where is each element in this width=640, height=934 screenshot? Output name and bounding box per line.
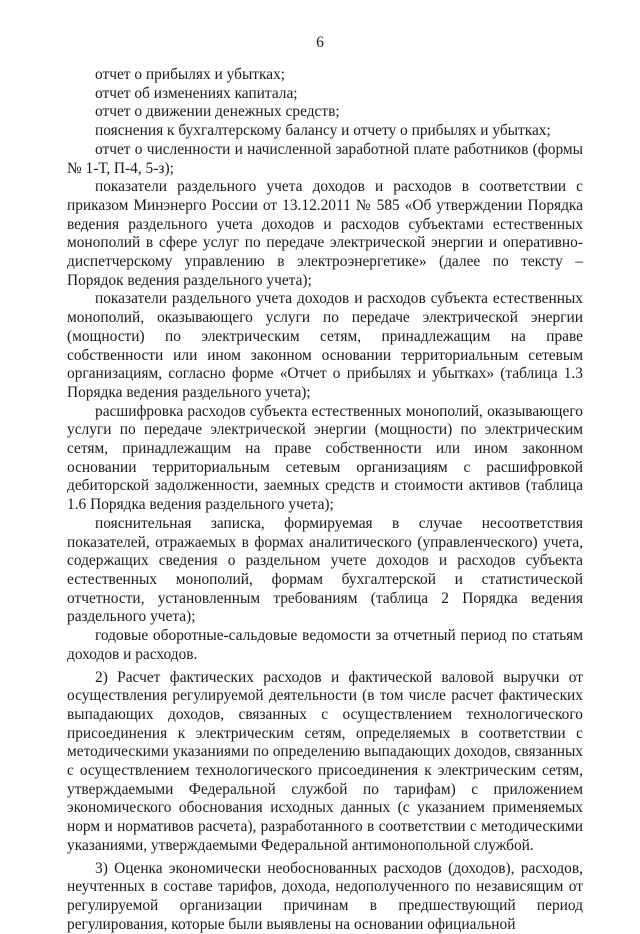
list-item-expense-breakdown: расшифровка расходов субъекта естественных монополий, оказывающего услуги по передаче электрической энергии (мощности) по электрическим сетям, принадлежащим на праве собственности или ином законном основании территориальным сетевым организациям с расшифровкой дебиторской задолженности, заемных средств и стоимости активов (таблица 1.6 Порядка ведения раздельного учета);: [67, 402, 583, 514]
numbered-item-2: 2) Расчет фактических расходов и фактической валовой выручки от осуществления регулируемой деятельности (в том числе расчет фактических выпадающих доходов, связанных с осуществлением технологического присоединения к электрическим сетям, определяемых в соответствии с методическими указаниями по определению выпадающих доходов, связанных с осуществлением технологического присоединения к электрическим сетям, утверждаемыми Федеральной службой по тарифам) с приложением экономического обоснования исходных данных (с указанием применяемых норм и нормативов расчета), разработанного в соответствии с методическими указаниями, утверждаемыми Федеральной антимонопольной службой.: [67, 668, 583, 854]
list-item-explanatory-note: пояснительная записка, формируемая в случае несоответствия показателей, отражаемых в формах аналитического (управленческого) учета, содержащих сведения о раздельном учете доходов и расходов субъекта естественных монополий, формам бухгалтерской и статистической отчетности, установленным требованиям (таблица 2 Порядка ведения раздельного учета);: [67, 514, 583, 626]
numbered-item-3: 3) Оценка экономически необоснованных расходов (доходов), расходов, неучтенных в составе тарифов, дохода, недополученного по независящим от регулируемой организации причинам в предшествующий период регулирования, которые были выявлены на основании официальной: [67, 859, 583, 933]
list-item-capital-changes-report: отчет об изменениях капитала;: [95, 84, 298, 102]
list-item-profit-loss-report: отчет о прибылях и убытках;: [95, 66, 286, 83]
document-body: [67, 66, 583, 934]
list-item-separate-accounting-subject: показатели раздельного учета доходов и расходов субъекта естественных монополий, оказывающего услуги по передаче электрической энергии (мощности) по электрическим сетям, принадлежащим на праве собственности или ином законном основании территориальным сетевым организациям, согласно форме «Отчет о прибылях и убытках» (таблица 1.3 Порядка ведения раздельного учета);: [67, 290, 583, 401]
list-item-cash-flow-report: отчет о движении денежных средств;: [95, 103, 340, 121]
list-item-balance-explanations: пояснения к бухгалтерскому балансу и отчету о прибылях и убытках;: [95, 122, 551, 140]
list-item-turnover-statements: годовые оборотные-сальдовые ведомости за отчетный период по статьям доходов и расходов.: [67, 627, 583, 663]
list-item-staff-report: отчет о численности и начисленной заработной плате работников (формы № 1-Т, П-4, 5-з);: [67, 140, 583, 177]
list-item-separate-accounting-indicators: показатели раздельного учета доходов и расходов в соответствии с приказом Минэнерго России от 13.12.2011 № 585 «Об утверждении Порядка ведения раздельного учета доходов и расходов субъектами естественных монополий в сфере услуг по передаче электрической энергии и оперативно-диспетчерскому управлению в электроэнергетике» (далее по тексту – Порядок ведения раздельного учета);: [67, 178, 583, 289]
page-number: 6: [316, 34, 324, 51]
